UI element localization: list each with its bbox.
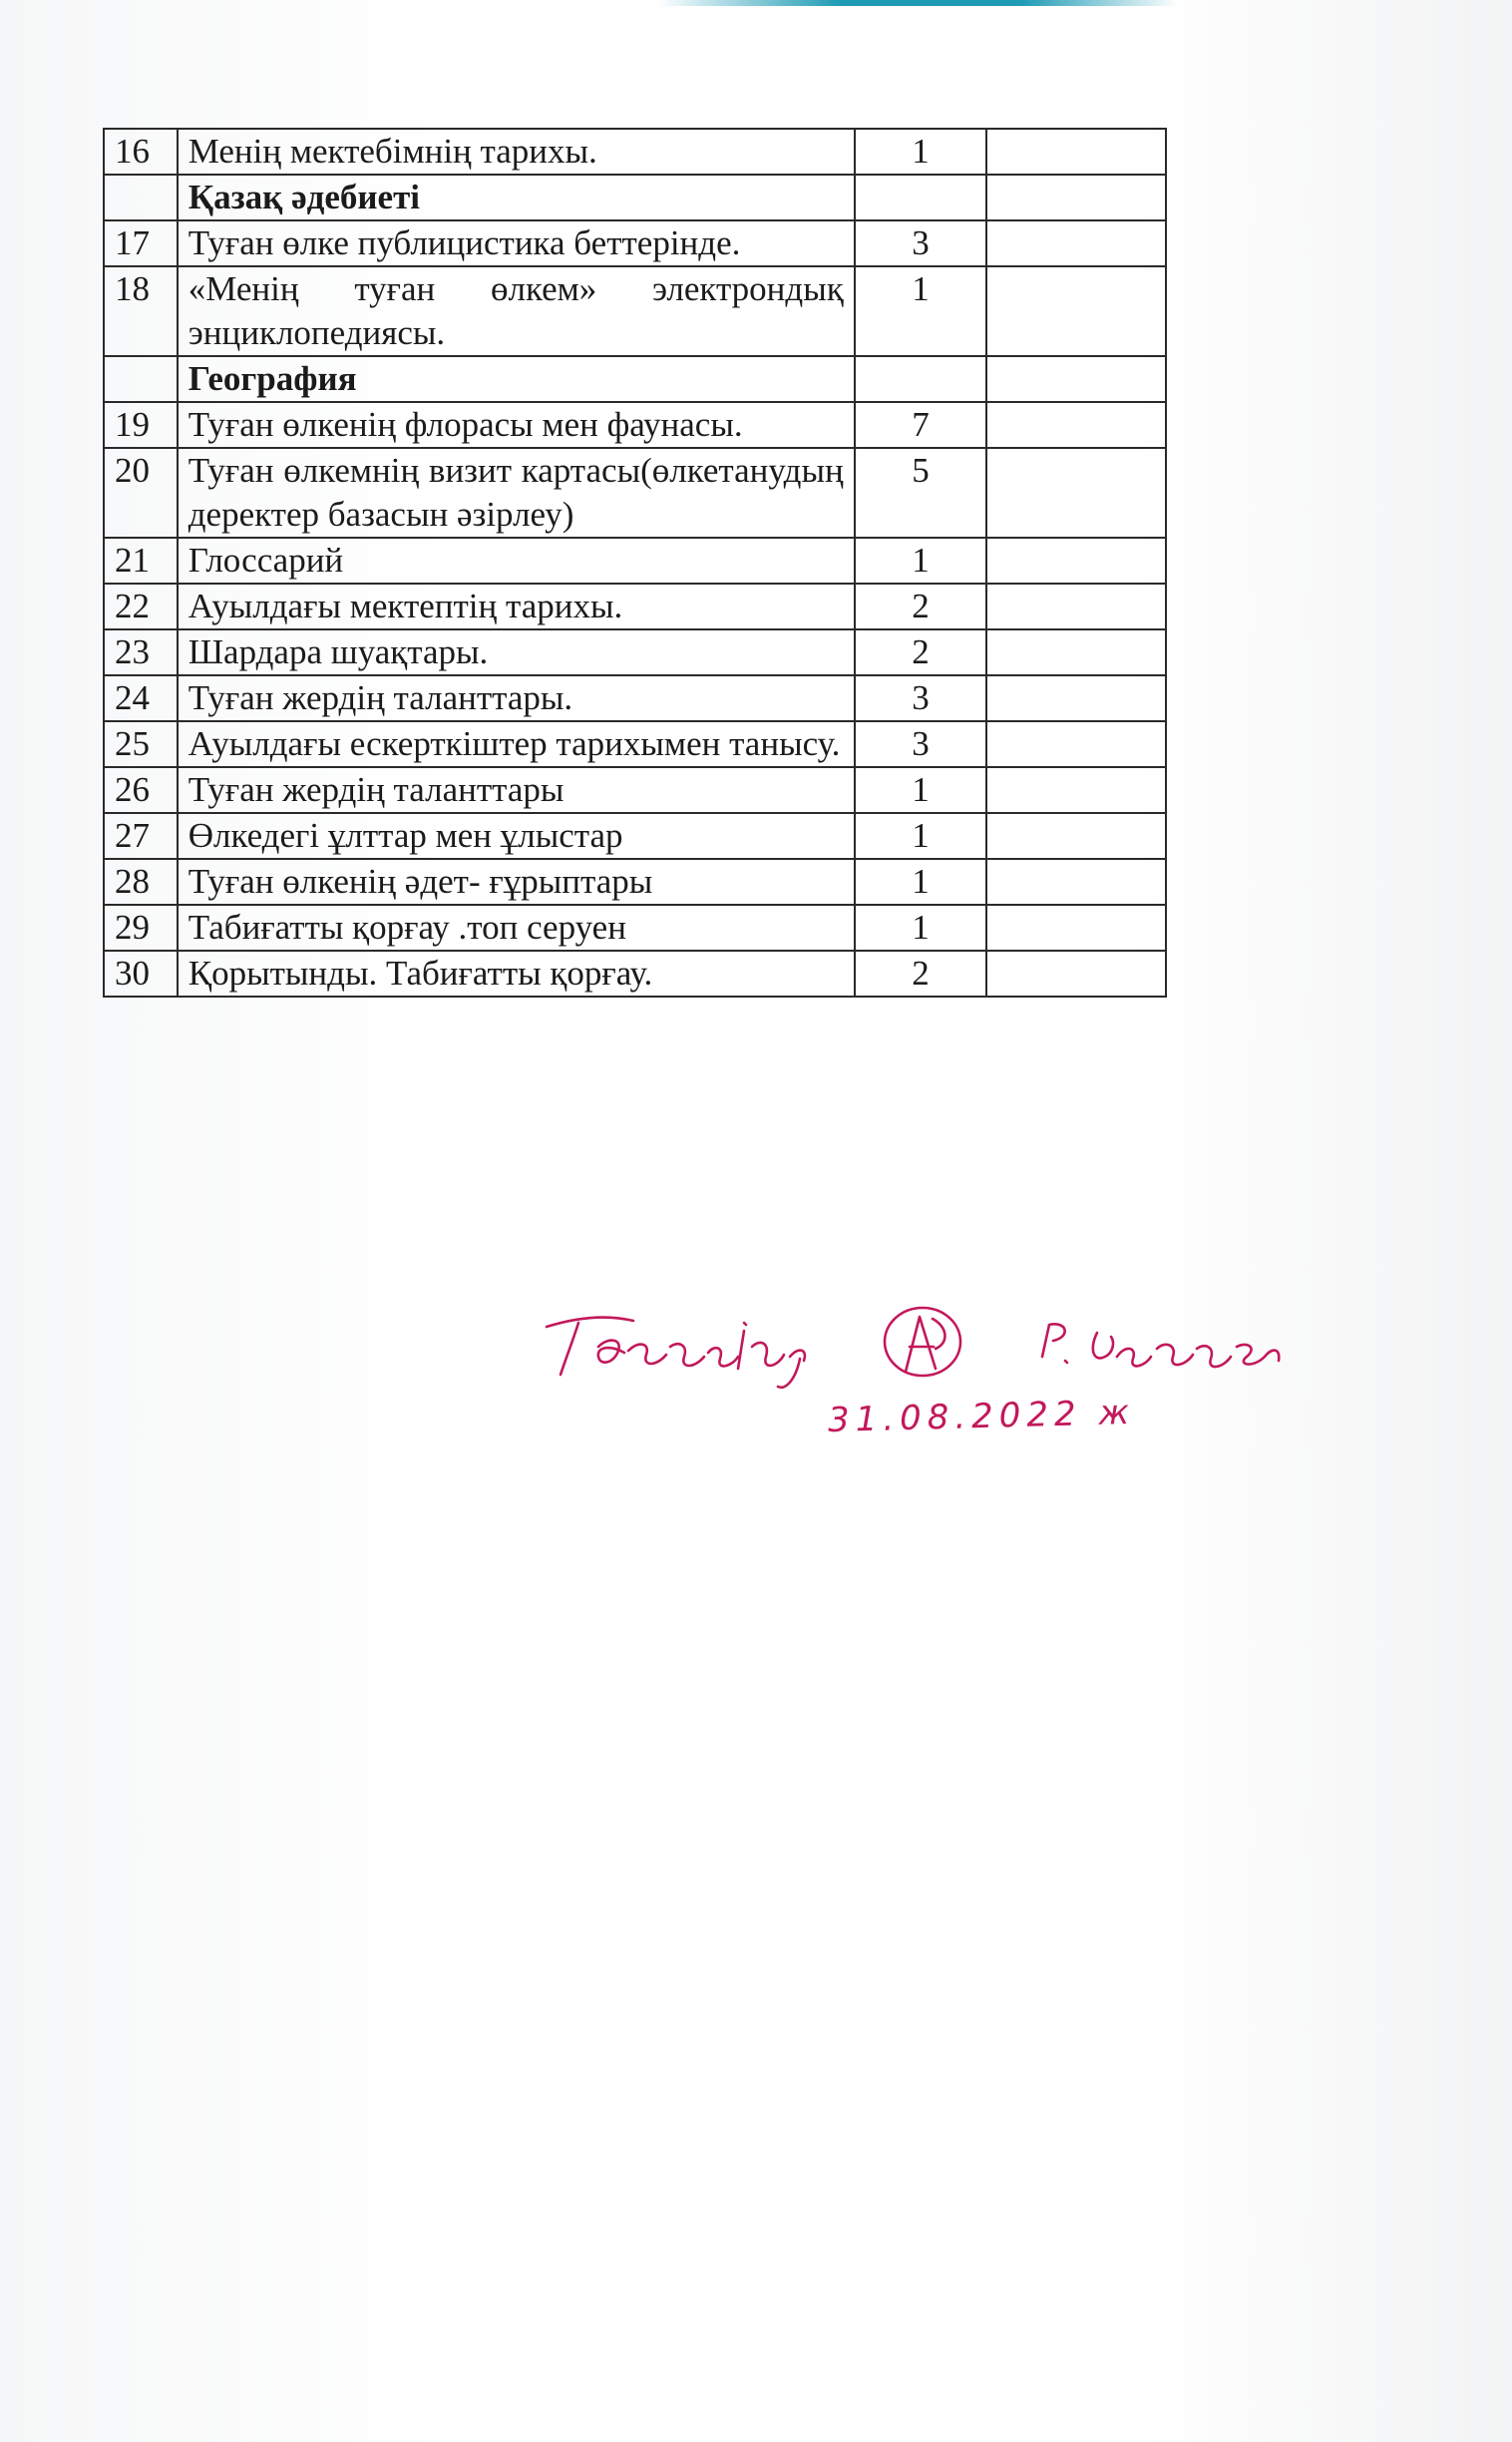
empty-cell [986, 356, 1166, 402]
empty-cell [986, 220, 1166, 266]
table-row [104, 584, 1166, 629]
table-row [104, 220, 1166, 266]
hours-cell: 3 [855, 721, 987, 767]
row-number: 21 [104, 538, 178, 584]
table-row [104, 905, 1166, 951]
table-row [104, 675, 1166, 721]
empty-cell [986, 402, 1166, 448]
row-number [104, 175, 178, 220]
hours-cell: 2 [855, 951, 987, 997]
table-row [104, 859, 1166, 905]
row-number: 20 [104, 448, 178, 538]
table-row [104, 813, 1166, 859]
hours-cell [855, 356, 987, 402]
topic-title: Өлкедегі ұлттар мен ұлыстар [178, 813, 855, 859]
hours-cell: 1 [855, 905, 987, 951]
signature-block [539, 1287, 1297, 1486]
empty-cell [986, 584, 1166, 629]
row-number: 23 [104, 629, 178, 675]
table-row [104, 266, 1166, 356]
row-number: 25 [104, 721, 178, 767]
topic-title: Туған өлке публицистика беттерінде. [178, 220, 855, 266]
empty-cell [986, 538, 1166, 584]
table-row [104, 538, 1166, 584]
table-row [104, 767, 1166, 813]
hours-cell [855, 175, 987, 220]
hours-cell: 2 [855, 584, 987, 629]
section-header-row [104, 356, 1166, 402]
topic-title: Туған өлкемнің визит картасы(өлкетанудың деректер базасын әзірлеу) [178, 448, 855, 538]
topic-title: Туған өлкенің әдет- ғұрыптары [178, 859, 855, 905]
signature-date: 31.08.2022 ж [827, 1392, 1136, 1441]
empty-cell [986, 266, 1166, 356]
topic-title: Шардара шуақтары. [178, 629, 855, 675]
row-number: 26 [104, 767, 178, 813]
empty-cell [986, 629, 1166, 675]
empty-cell [986, 767, 1166, 813]
empty-cell [986, 448, 1166, 538]
hours-cell: 1 [855, 538, 987, 584]
row-number: 17 [104, 220, 178, 266]
empty-cell [986, 813, 1166, 859]
row-number: 27 [104, 813, 178, 859]
row-number: 28 [104, 859, 178, 905]
empty-cell [986, 721, 1166, 767]
table-row [104, 448, 1166, 538]
section-title: География [178, 356, 855, 402]
topic-title: Ауылдағы мектептің тарихы. [178, 584, 855, 629]
topic-title: Ауылдағы ескерткіштер тарихымен танысу. [178, 721, 855, 767]
topic-title: Табиғатты қорғау .топ серуен [178, 905, 855, 951]
row-number: 16 [104, 129, 178, 175]
hours-cell: 1 [855, 266, 987, 356]
empty-cell [986, 675, 1166, 721]
table-row [104, 629, 1166, 675]
section-title: Қазақ әдебиеті [178, 175, 855, 220]
topic-title: Туған жердің таланттары [178, 767, 855, 813]
table-row [104, 402, 1166, 448]
topic-title: Қорытынды. Табиғатты қорғау. [178, 951, 855, 997]
top-scan-band [658, 0, 1177, 6]
hours-cell: 2 [855, 629, 987, 675]
topic-title: Менің мектебімнің тарихы. [178, 129, 855, 175]
row-number [104, 356, 178, 402]
hours-cell: 1 [855, 859, 987, 905]
table-row [104, 951, 1166, 997]
handwritten-signature [539, 1287, 1297, 1407]
topic-title: «Менің туған өлкем» электрондық энциклопедиясы. [178, 266, 855, 356]
empty-cell [986, 129, 1166, 175]
empty-cell [986, 905, 1166, 951]
row-number: 18 [104, 266, 178, 356]
empty-cell [986, 951, 1166, 997]
hours-cell: 1 [855, 813, 987, 859]
hours-cell: 3 [855, 675, 987, 721]
row-number: 29 [104, 905, 178, 951]
topic-title: Туған жердің таланттары. [178, 675, 855, 721]
hours-cell: 3 [855, 220, 987, 266]
row-number: 19 [104, 402, 178, 448]
row-number: 22 [104, 584, 178, 629]
table-row [104, 721, 1166, 767]
hours-cell: 1 [855, 767, 987, 813]
empty-cell [986, 175, 1166, 220]
topic-title: Глоссарий [178, 538, 855, 584]
topic-title: Туған өлкенің флорасы мен фаунасы. [178, 402, 855, 448]
hours-cell: 5 [855, 448, 987, 538]
hours-cell: 7 [855, 402, 987, 448]
lesson-plan-body [104, 129, 1166, 997]
row-number: 24 [104, 675, 178, 721]
table-row [104, 129, 1166, 175]
lesson-plan-table [103, 128, 1167, 998]
empty-cell [986, 859, 1166, 905]
section-header-row [104, 175, 1166, 220]
hours-cell: 1 [855, 129, 987, 175]
row-number: 30 [104, 951, 178, 997]
